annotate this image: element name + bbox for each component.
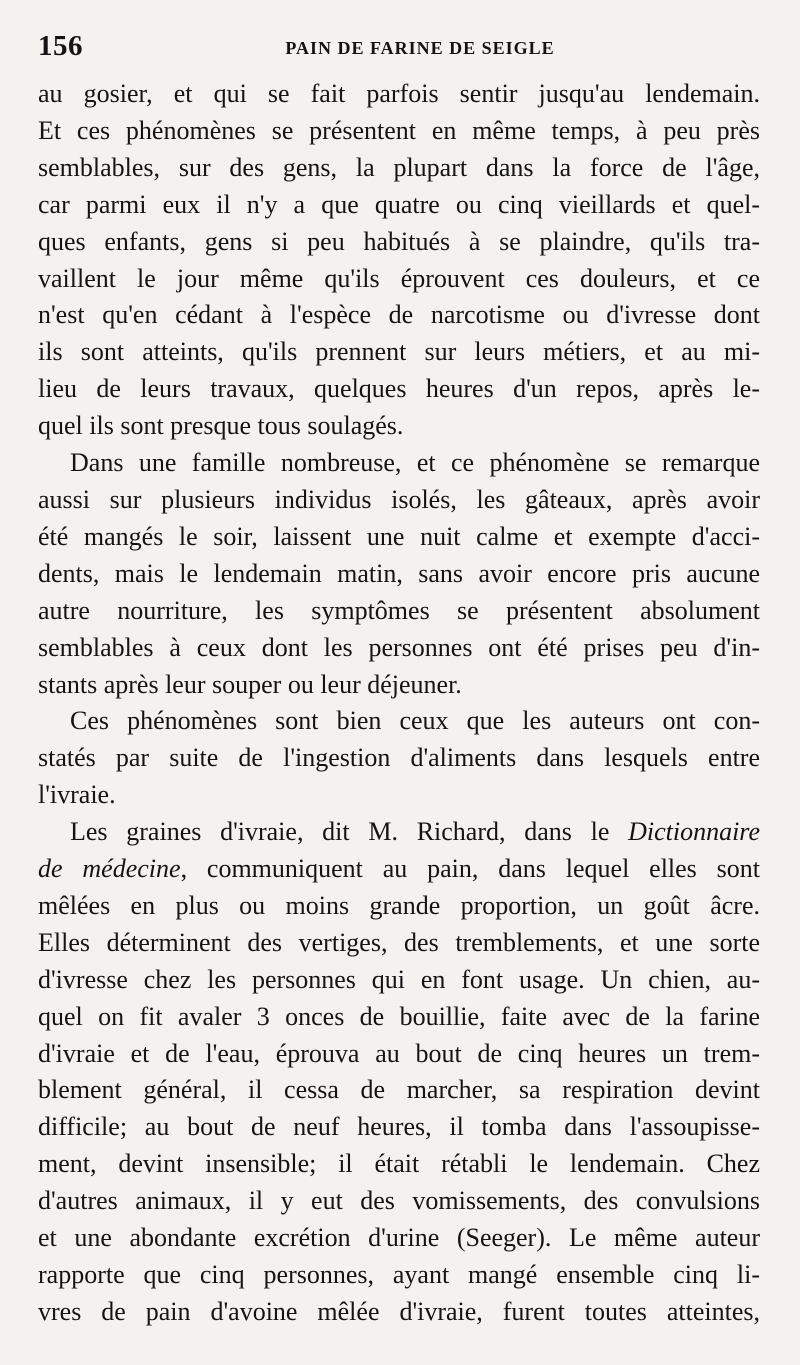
- text-line: difficile; au bout de neuf heures, il tomba dans l'assoupisse-: [38, 1112, 760, 1142]
- text-line: aussi sur plusieurs individus isolés, les gâteaux, après avoir: [38, 484, 760, 514]
- text-line: d'autres animaux, il y eut des vomissements, des convulsions: [38, 1186, 760, 1216]
- text-line: d'ivresse chez les personnes qui en font usage. Un chien, au-: [38, 964, 760, 994]
- text-line: lieu de leurs travaux, quelques heures d'un repos, après le-: [38, 374, 760, 404]
- text-line: l'ivraie.: [38, 780, 116, 810]
- text-line: dents, mais le lendemain matin, sans avoir encore pris aucune: [38, 558, 760, 588]
- text-line: d'ivraie et de l'eau, éprouva au bout de cinq heures un trem-: [38, 1038, 760, 1068]
- text-line: quel on fit avaler 3 onces de bouillie, faite avec de la farine: [38, 1001, 760, 1031]
- italic-run: Dictionnaire: [628, 817, 760, 847]
- text-line: ques enfants, gens si peu habitués à se plaindre, qu'ils tra-: [38, 226, 760, 256]
- text-line: stants après leur souper ou leur déjeuner.: [38, 669, 462, 699]
- text-line: vaillent le jour même qu'ils éprouvent ces douleurs, et ce: [38, 263, 760, 293]
- page-header: [38, 30, 762, 66]
- text-line: Et ces phénomènes se présentent en même temps, à peu près: [38, 115, 760, 145]
- text-line: Ces phénomènes sont bien ceux que les auteurs ont con-: [70, 706, 760, 736]
- text-line: ment, devint insensible; il était rétabli le lendemain. Chez: [38, 1149, 760, 1179]
- text-line: semblables à ceux dont les personnes ont été prises peu d'in-: [38, 632, 760, 662]
- paragraph: [38, 814, 760, 1331]
- text-line: mêlées en plus ou moins grande proportion, un goût âcre.: [38, 890, 760, 920]
- text-line: Dans une famille nombreuse, et ce phénomène se remarque: [70, 448, 760, 478]
- text-line: vres de pain d'avoine mêlée d'ivraie, furent toutes atteintes,: [38, 1296, 760, 1326]
- running-title: PAIN DE FARINE DE SEIGLE: [285, 38, 555, 58]
- text-line: au gosier, et qui se fait parfois sentir jusqu'au lendemain.: [38, 79, 760, 108]
- page-number: 156: [38, 30, 83, 62]
- text-line: blement général, il cessa de marcher, sa respiration devint: [38, 1075, 760, 1105]
- text-line: ils sont atteints, qu'ils prennent sur leurs métiers, et au mi-: [38, 337, 760, 367]
- italic-run: de médecine: [38, 854, 181, 884]
- text-run: , communiquent au pain, dans lequel elles sont: [180, 854, 761, 884]
- text-line: n'est qu'en cédant à l'espèce de narcotisme ou d'ivresse dont: [38, 300, 760, 330]
- text-line: autre nourriture, les symptômes se présentent absolument: [38, 595, 760, 625]
- text-line: semblables, sur des gens, la plupart dans la force de l'âge,: [38, 152, 760, 182]
- paragraph: [38, 445, 760, 703]
- text-line: [38, 814, 760, 851]
- text-line: car parmi eux il n'y a que quatre ou cinq vieillards et quel-: [38, 189, 760, 219]
- text-line: rapporte que cinq personnes, ayant mangé ensemble cinq li-: [38, 1260, 760, 1289]
- text-line: Elles déterminent des vertiges, des tremblements, et une sorte: [38, 927, 760, 957]
- paragraph: [38, 703, 760, 814]
- paragraph: [38, 76, 760, 445]
- text-run: Les graines d'ivraie, dit M. Richard, dans le: [70, 817, 629, 847]
- text-line: été mangés le soir, laissent une nuit calme et exempte d'acci-: [38, 521, 760, 551]
- text-line: et une abondante excrétion d'urine (Seeger). Le même auteur: [38, 1223, 760, 1253]
- body-text: [38, 76, 760, 1331]
- text-line: [38, 851, 760, 888]
- text-line: quel ils sont presque tous soulagés.: [38, 411, 404, 441]
- text-line: statés par suite de l'ingestion d'aliments dans lesquels entre: [38, 743, 760, 773]
